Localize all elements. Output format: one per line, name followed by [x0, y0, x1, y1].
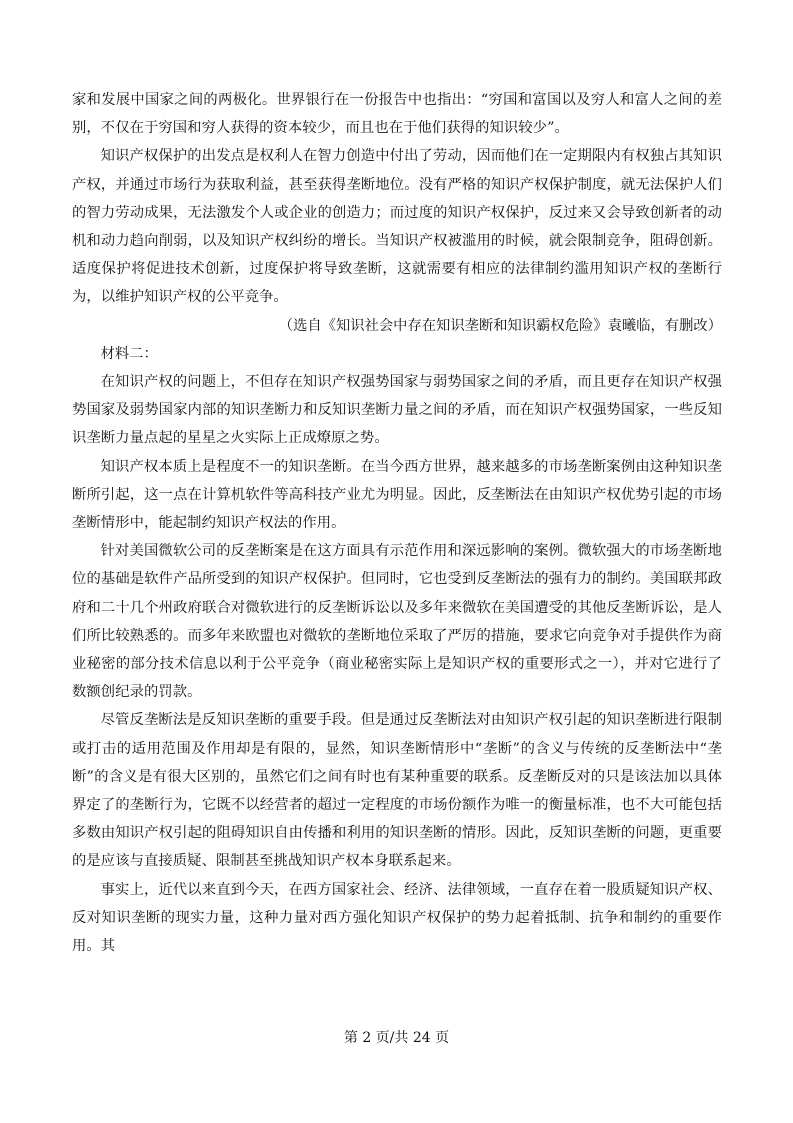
paragraph-western-forces: 事实上，近代以来直到今天，在西方国家社会、经济、法律领域，一直存在着一股质疑知识产权、反对知识垄断的现实力量，这种力量对西方强化知识产权保护的势力起着抵制、抗争和制约的重要作用。其 — [72, 881, 722, 955]
paragraph-antitrust-limits: 尽管反垄断法是反知识垄断的重要手段。但是通过反垄断法对由知识产权引起的知识垄断进行限制或打击的适用范围及作用却是有限的，显然，知识垄断情形中“垄断”的含义与传统的反垄断法中“垄断”的含义是有很大区别的，虽然它们之间有时也有某种重要的联系。反垄断反对的只是该法加以具体界定了的垄断行为，它既不以经营者的超过一定程度的市场份额作为唯一的衡量标准，也不大可能包括多数由知识产权引起的阻碍知识自由传播和利用的知识垄断的情形。因此，反知识垄断的问题，更重要的是应该与直接质疑、限制甚至挑战知识产权本身联系起来。 — [72, 712, 722, 870]
document-body — [72, 86, 722, 960]
paragraph-knowledge-monopoly: 知识产权本质上是程度不一的知识垄断。在当今西方世界，越来越多的市场垄断案例由这种知识垄断所引起，这一点在计算机软件等高科技产业尤为明显。因此，反垄断法在由知识产权优势引起的市场垄断情形中，能起制约知识产权法的作用。 — [72, 458, 722, 532]
page-number-footer: 第 2 页/共 24 页 — [343, 1030, 450, 1046]
paragraph-microsoft-case: 针对美国微软公司的反垄断案是在这方面具有示范作用和深远影响的案例。微软强大的市场垄断地位的基础是软件产品所受到的知识产权保护。但同时，它也受到反垄断法的强有力的制约。美国联邦政府和二十几个州政府联合对微软进行的反垄断诉讼以及多年来微软在美国遭受的其他反垄断诉讼，是人们所比较熟悉的。而多年来欧盟也对微软的垄断地位采取了严厉的措施，要求它向竞争对手提供作为商业秘密的部分技术信息以利于公平竞争（商业秘密实际上是知识产权的重要形式之一），并对它进行了数额创纪录的罚款。 — [72, 543, 722, 701]
paragraph-contradictions: 在知识产权的问题上，不但存在知识产权强势国家与弱势国家之间的矛盾，而且更存在知识产权强势国家及弱势国家内部的知识垄断力和反知识垄断力量之间的矛盾，而在知识产权强势国家，一些反知识垄断力量点起的星星之火实际上正成燎原之势。 — [72, 374, 722, 447]
source-citation: （选自《知识社会中存在知识垄断和知识霸权危险》袁曦临，有删改） — [278, 317, 722, 334]
paragraph-ip-protection: 知识产权保护的出发点是权利人在智力创造中付出了劳动，因而他们在一定期限内有权独占其知识产权，并通过市场行为获取利益，甚至获得垄断地位。没有严格的知识产权保护制度，就无法保护人们的智力劳动成果，无法激发个人或企业的创造力；而过度的知识产权保护，反过来又会导致创新者的动机和动力趋向削弱，以及知识产权纠纷的增长。当知识产权被滥用的时候，就会限制竞争，阻碍创新。适度保护将促进技术创新，过度保护将导致垄断，这就需要有相应的法律制约滥用知识产权的垄断行为，以维护知识产权的公平竞争。 — [72, 148, 722, 306]
paragraph-continuation: 家和发展中国家之间的两极化。世界银行在一份报告中也指出：“穷国和富国以及穷人和富人之间的差别，不仅在于穷国和穷人获得的资本较少，而且也在于他们获得的知识较少”。 — [72, 92, 722, 137]
material-two-heading: 材料二： — [100, 345, 158, 362]
